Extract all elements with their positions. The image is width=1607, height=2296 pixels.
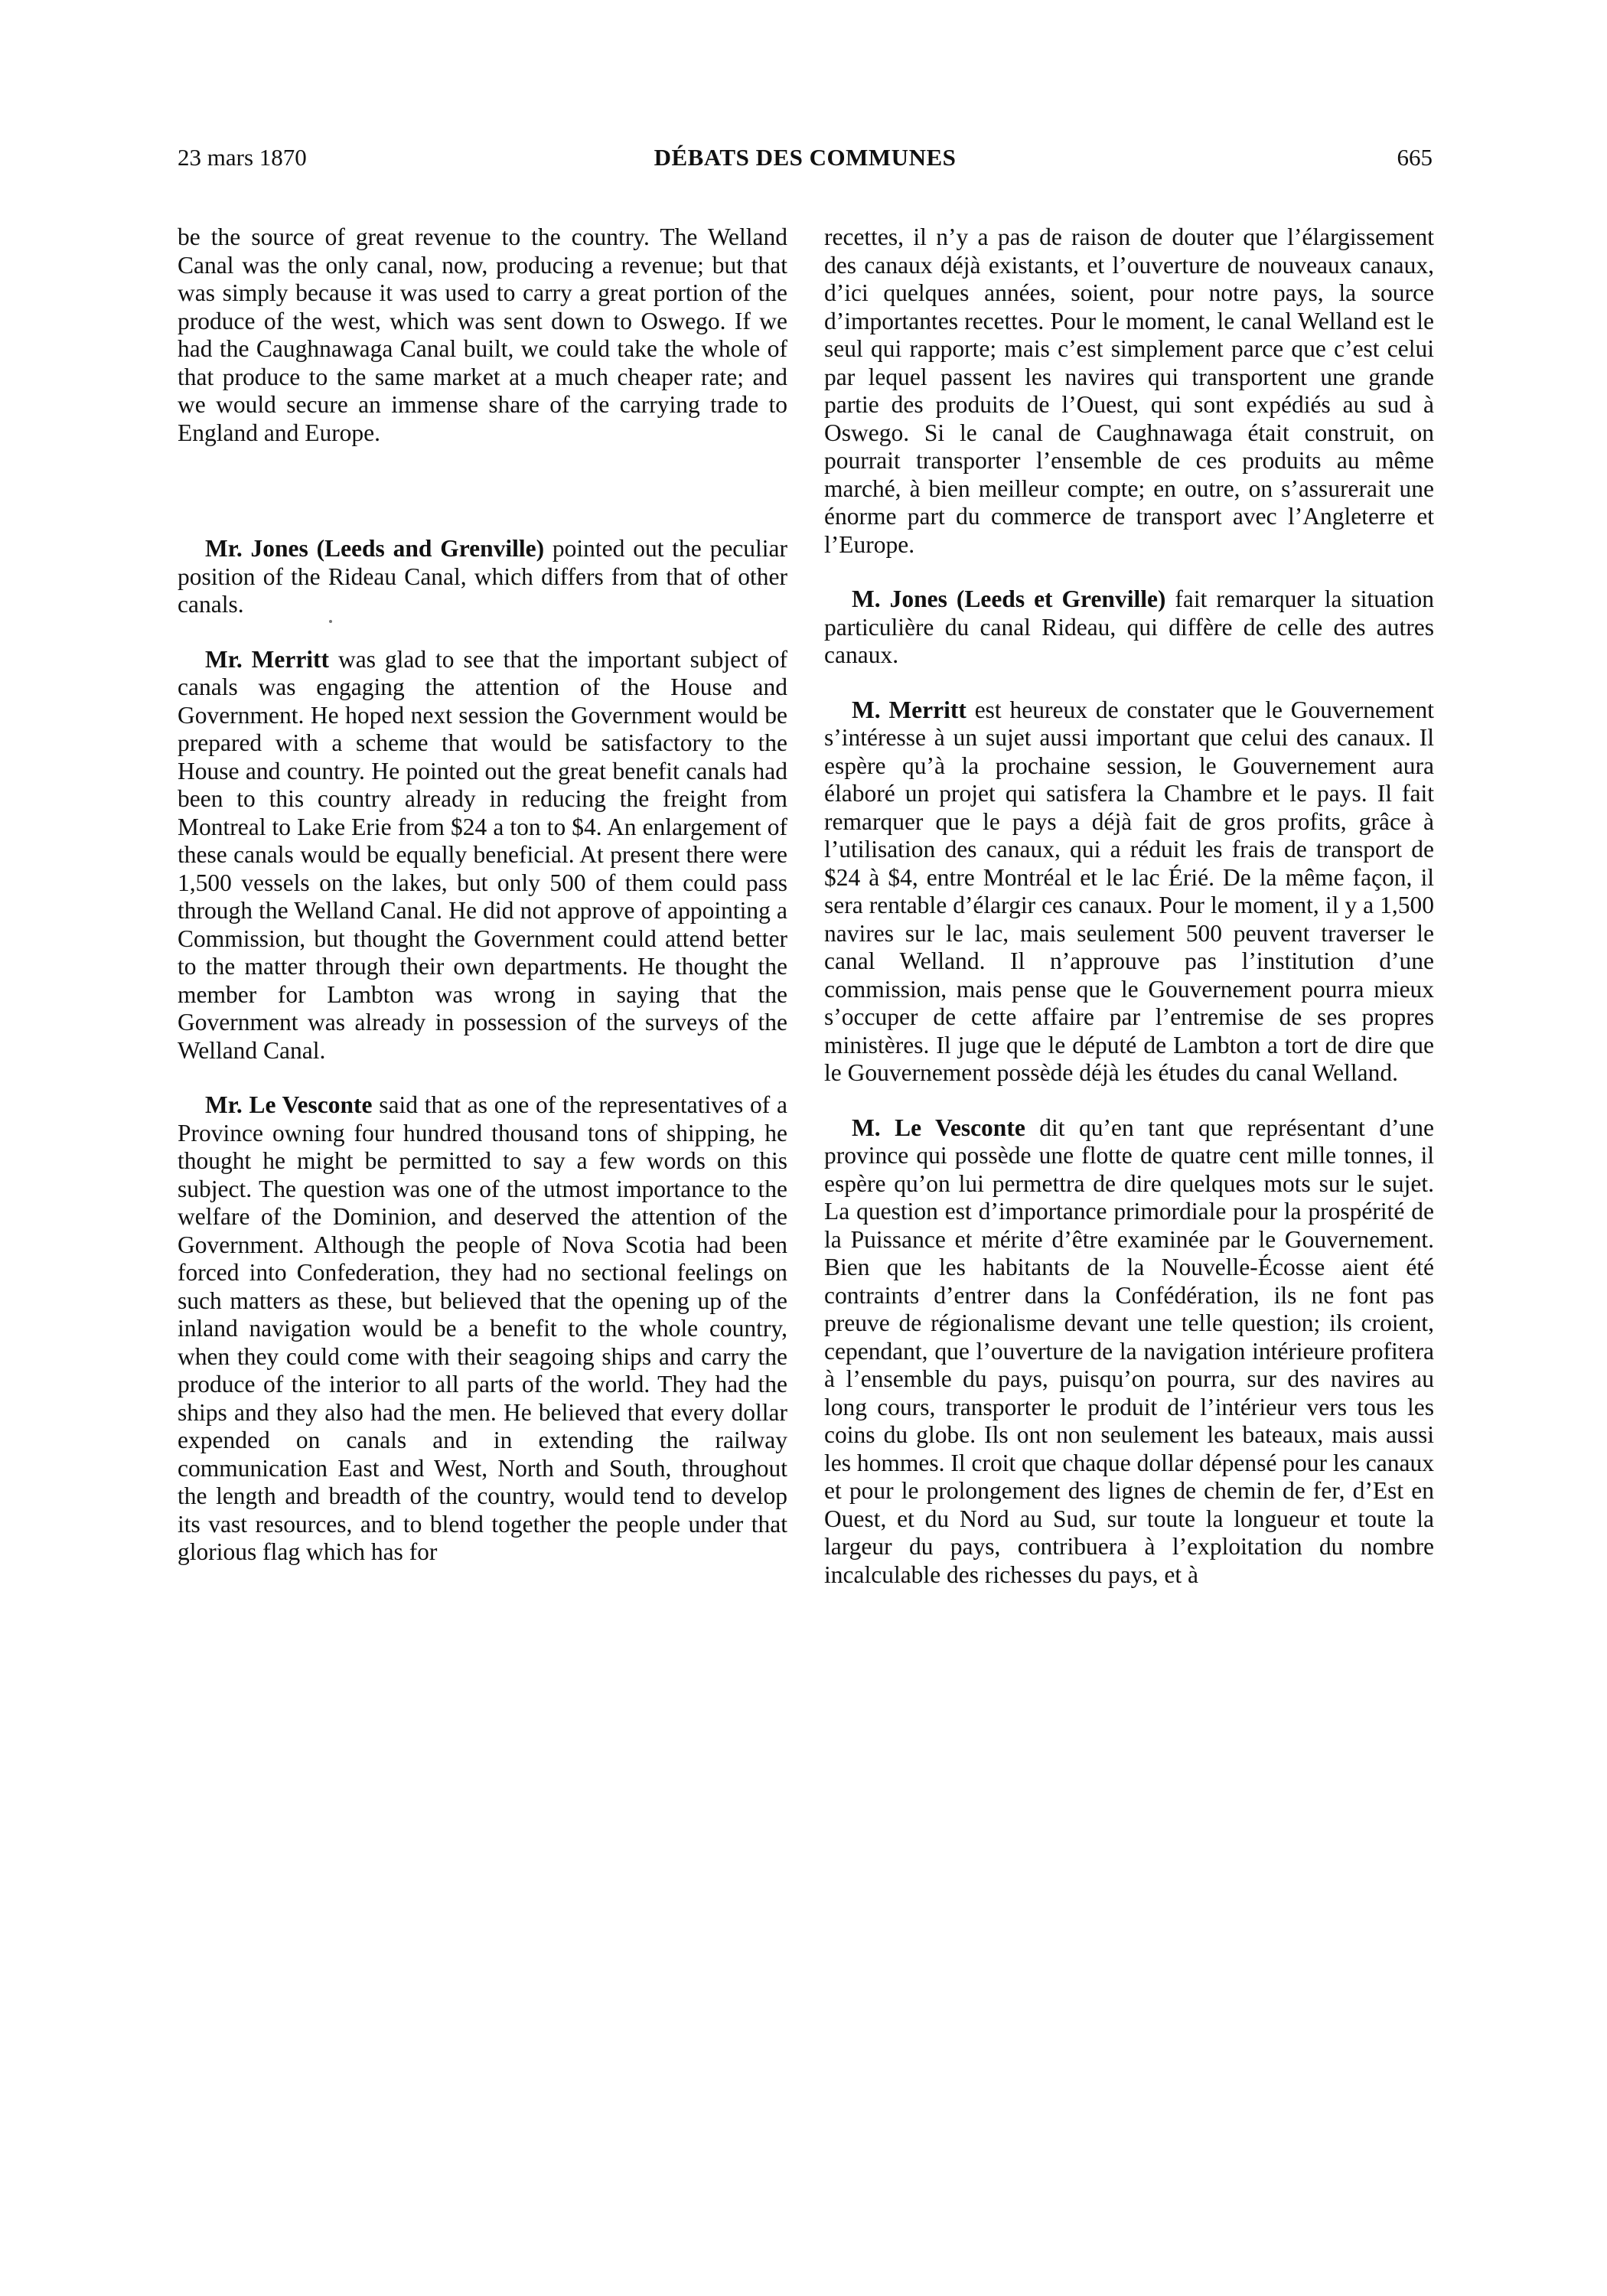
paragraph-text: said that as one of the representatives of a Province owning four hundred thousand tons of shipping, he thought he might be permitted to say a few words on this subject. The question was one of the utmost importance to the welfare of the Dominion, and deserved the attention of the Government. Although the people of Nova Scotia had been forced into Confederation, they had no sectional feelings on such matters as these, but believed that the opening up of the inland navigation would be a benefit to the whole country, when they could come with their seagoing ships and carry the produce of the interior to all parts of the world. They had the ships and they also had the men. He believed that every dollar expended on canals and in extending the railway communication East and West, North and South, throughout the length and breadth of the country, would tend to develop its vast resources, and to blend together the people under that glorious flag which has for [178, 1091, 787, 1565]
english-column [178, 223, 787, 1593]
speaker-name: Mr. Jones (Leeds and Grenville) [205, 535, 545, 562]
french-paragraph-merritt [824, 696, 1434, 1088]
paragraph-text: dit qu’en tant que représentant d’une province qui possède une flotte de quatre cent mille tonnes, il espère qu’on lui permettra de dire quelques mots sur le sujet. La question est d’importance primordiale pour la prospérité de la Puissance et mérite d’être examinée par le Gouvernement. Bien que les habitants de la Nouvelle-Écosse aient été contraints d’entrer dans la Confédération, ils ne font pas preuve de régionalisme devant une telle question; ils croient, cependant, que l’ouverture de la navigation intérieure profitera à l’ensemble du pays, puisqu’on pourra, sur des navires au long cours, transporter le produit de l’intérieur vers tous les coins du globe. Ils ont non seulement les bateaux, mais aussi les hommes. Il croit que chaque dollar dépensé pour les canaux et pour le prolongement des lignes de chemin de fer, d’Est en Ouest, et du Nord au Sud, sur toute la longueur et toute la largeur du pays, contribuera à l’exploitation du nombre incalculable des richesses du pays, et à [824, 1114, 1434, 1588]
scan-speck [329, 620, 332, 623]
english-paragraph-continuation: be the source of great revenue to the country. The Welland Canal was the only canal, now, producing a revenue; but that was simply because it was used to carry a great portion of the produce of the west, which was sent down to Oswego. If we had the Caughnawaga Canal built, we could take the whole of that produce to the same market at a much cheaper rate; and we would secure an immense share of the carrying trade to England and Europe. [178, 223, 787, 446]
speaker-name: Mr. Merritt [205, 645, 330, 673]
english-paragraph-jones [178, 535, 787, 619]
paragraph-text: fait remarquer la situation particulière du canal Rideau, qui diffère de celle des autres canaux. [824, 585, 1434, 668]
page-number: 665 [1397, 144, 1433, 171]
paragraph-text: pointed out the peculiar position of the Rideau Canal, which differs from that of other canals. [178, 535, 787, 618]
paragraph-text: was glad to see that the important subject of canals was engaging the attention of the House and Government. He hoped next session the Government would be prepared with a scheme that would be satisfactory to the House and country. He pointed out the great benefit canals had been to this country already in reducing the freight from Montreal to Lake Erie from $24 a ton to $4. An enlargement of these canals would be equally beneficial. At present there were 1,500 vessels on the lakes, but only 500 of them could pass through the Welland Canal. He did not approve of appointing a Commission, but thought the Government could attend better to the matter through their own departments. He thought the member for Lambton was wrong in saying that the Government was already in possession of the surveys of the Welland Canal. [178, 645, 787, 1064]
paragraph-text: est heureux de constater que le Gouvernement s’intéresse à un sujet aussi important que celui des canaux. Il espère qu’à la prochaine session, le Gouvernement aura élaboré un projet qui satisfera la Chambre et le pays. Il fait remarquer que le pays a déjà fait de gros profits, grâce à l’utilisation des canaux, qui a réduit les frais de transport de $24 à $4, entre Montréal et le lac Érié. De la même façon, il sera rentable d’élargir ces canaux. Pour le moment, il y a 1,500 navires sur le lac, mais seulement 500 peuvent traverser le canal Welland. Il n’approuve pas l’institution d’une commission, mais pense que le Gouvernement pourra mieux s’occuper de cette affaire par l’entremise de ses propres ministères. Il juge que le député de Lambton a tort de dire que le Gouvernement possède déjà les études du canal Welland. [824, 696, 1434, 1086]
speaker-name: M. Merritt [852, 696, 966, 723]
french-paragraph-continuation: recettes, il n’y a pas de raison de douter que l’élargissement des canaux déjà existants, et l’ouverture de nouveaux canaux, d’ici quelques années, soient, pour notre pays, la source d’importantes recettes. Pour le moment, le canal Welland est le seul qui rapporte; mais c’est simplement parce que c’est celui par lequel passent les navires qui transportent une grande partie des produits de l’Ouest, qui sont expédiés au sud à Oswego. Si le canal de Caughnawaga était construit, on pourrait transporter l’ensemble de ces produits au même marché, à bien meilleur compte; en outre, on s’assurerait une énorme part du commerce de transport avec l’Angleterre et l’Europe. [824, 223, 1434, 558]
french-column [824, 223, 1434, 1616]
english-paragraph-le-vesconte [178, 1091, 787, 1567]
header-title: DÉBATS DES COMMUNES [654, 144, 957, 171]
header-date: 23 mars 1870 [178, 144, 307, 171]
french-paragraph-jones [824, 585, 1434, 670]
french-paragraph-le-vesconte [824, 1114, 1434, 1590]
page-header [178, 144, 1433, 181]
english-paragraph-merritt [178, 646, 787, 1065]
speaker-name: Mr. Le Vesconte [205, 1091, 373, 1118]
speaker-name: M. Jones (Leeds et Grenville) [852, 585, 1166, 612]
speaker-name: M. Le Vesconte [852, 1114, 1025, 1141]
